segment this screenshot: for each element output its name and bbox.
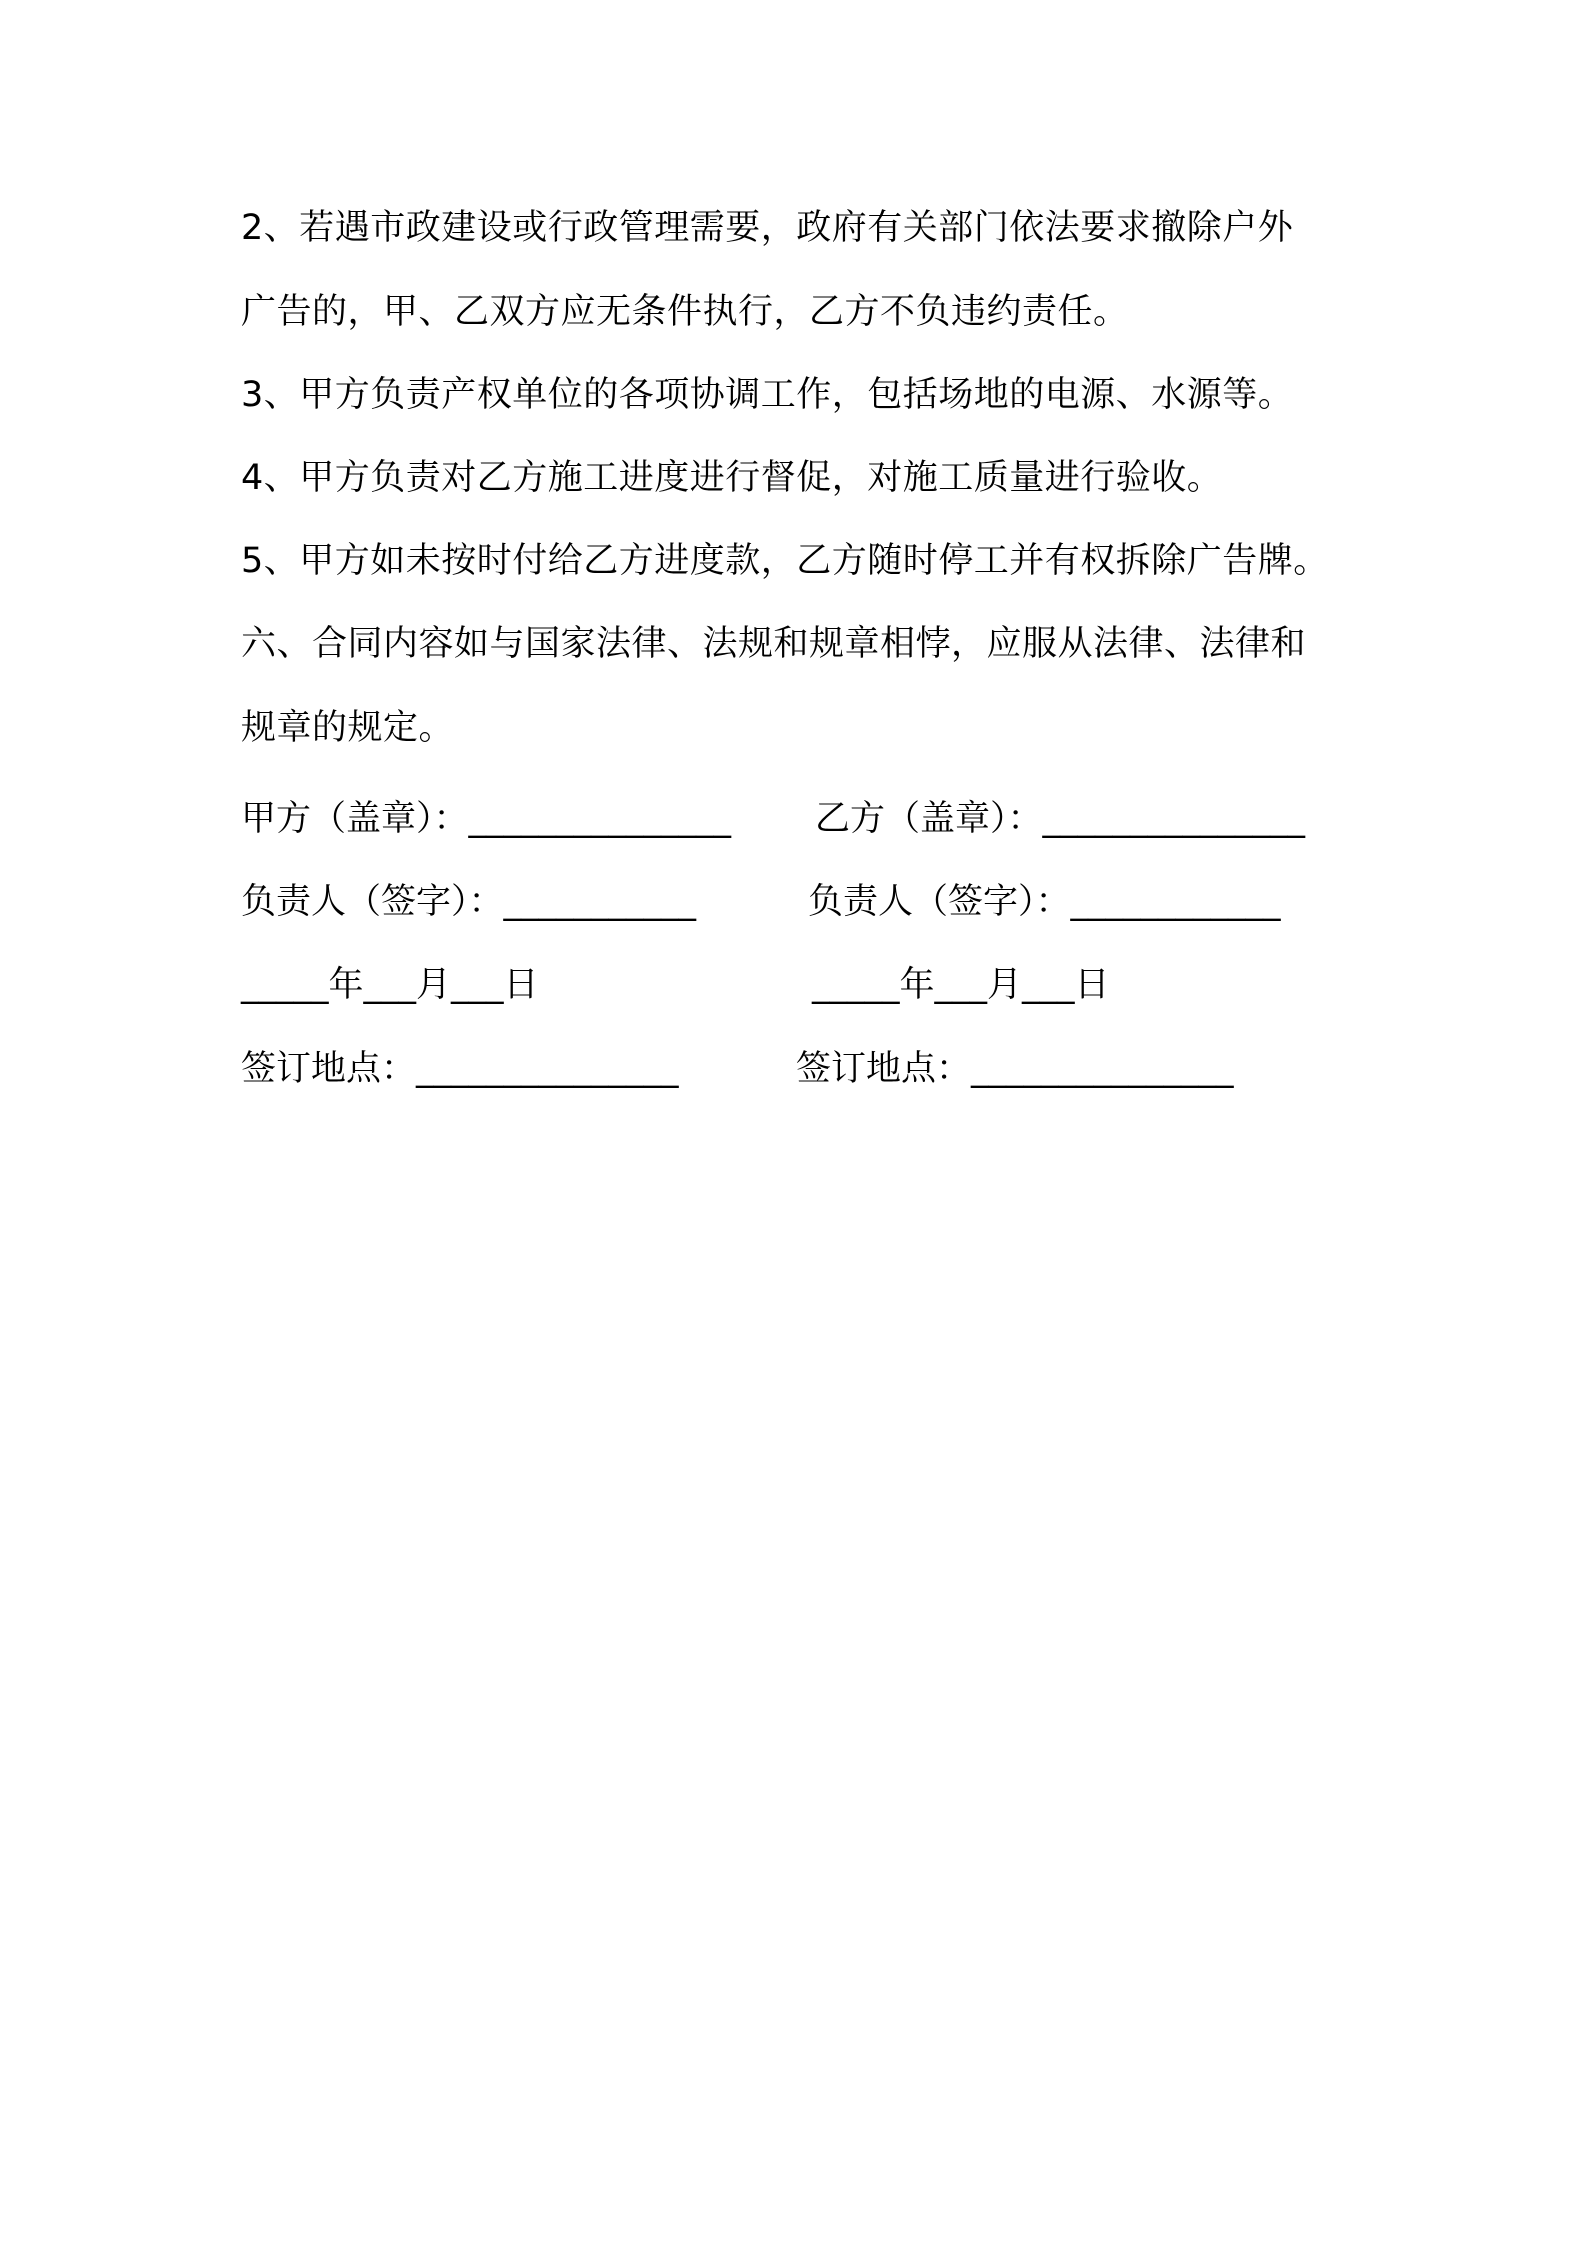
party-a-representative-field: 负责人（签字）：___________: [241, 882, 697, 922]
party-a-place-field: 签订地点：_______________: [241, 1049, 679, 1089]
party-b-date-field: _____年___月___日: [812, 965, 1110, 1005]
party-a-seal-field: 甲方（盖章）：_______________: [241, 799, 732, 839]
clause-6-line-1: 六、合同内容如与国家法律、法规和规章相悖，应服从法律、法律和: [241, 624, 1307, 664]
clause-3: 3、甲方负责产权单位的各项协调工作，包括场地的电源、水源等。: [241, 375, 1294, 415]
clause-2-line-2: 广告的，甲、乙双方应无条件执行，乙方不负违约责任。: [241, 292, 1129, 332]
party-b-seal-field: 乙方（盖章）：_______________: [815, 799, 1306, 839]
party-a-date-field: _____年___月___日: [241, 965, 539, 1005]
clause-5: 5、甲方如未按时付给乙方进度款，乙方随时停工并有权拆除广告牌。: [241, 541, 1329, 581]
clause-4: 4、甲方负责对乙方施工进度进行督促，对施工质量进行验收。: [241, 458, 1223, 498]
clause-6-line-2: 规章的规定。: [241, 708, 455, 748]
party-b-representative-field: 负责人（签字）：____________: [808, 882, 1281, 922]
clause-2-line-1: 2、若遇市政建设或行政管理需要，政府有关部门依法要求撤除户外: [241, 208, 1294, 248]
party-b-place-field: 签订地点：_______________: [796, 1049, 1234, 1089]
